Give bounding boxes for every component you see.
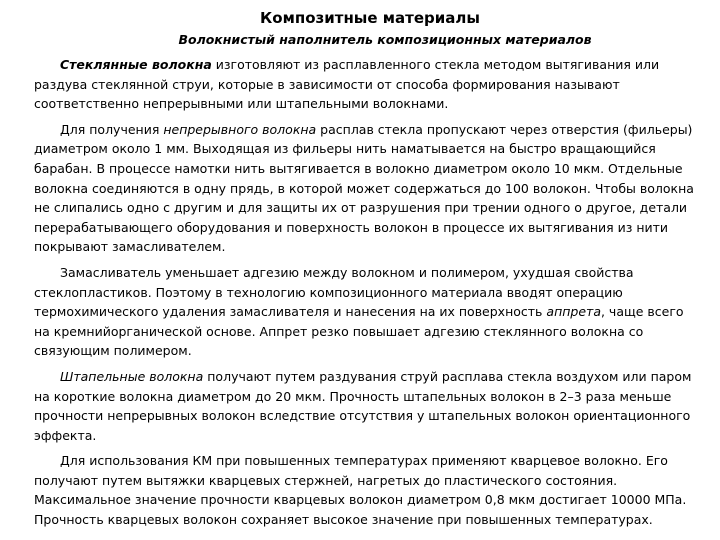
- paragraph-quartz-fiber: [34, 451, 694, 529]
- paragraph-lead: Для получения: [60, 121, 164, 137]
- term-appret: аппрета: [546, 304, 601, 320]
- paragraph-glass-fibers: [34, 55, 694, 114]
- term-staple-fibers: Штапельные волокна: [60, 368, 204, 384]
- paragraph-text: получают путем раздувания струй расплава стекла воздухом или паром на короткие волокна диаметром до 20 мкм. Прочность штапельных волокон в 2–3 раза меньше прочности непрерывных волокон вследствие отсутствия у штапельных волокон ориентационного эффекта.: [34, 368, 692, 443]
- paragraph-text: Для использования КМ при повышенных температурах применяют кварцевое волокно. Его получают путем вытяжки кварцевых стержней, нагретых до пластического состояния. Максимальное значение прочности кварцевых волокон диаметром 0,8 мкм достигает 10000 МПа. Прочность кварцевых волокон сохраняет высокое значение при повышенных температурах.: [34, 453, 687, 528]
- paragraph-continuous-fiber: [34, 120, 694, 257]
- paragraph-text: , чаще всего на кремнийорганической основе. Аппрет резко повышает адгезию стеклянного волокна со связующим полимером.: [34, 304, 684, 359]
- page-title: Композитные материалы: [260, 9, 480, 27]
- term-continuous-fiber: непрерывного волокна: [163, 121, 317, 137]
- paragraph-text: расплав стекла пропускают через отверстия (фильеры) диаметром около 1 мм. Выходящая из фильеры нить наматывается на быстро вращающийся барабан. В процессе намотки нить вытягивается в волокно диаметром около 10 мкм. Отдельные волокна соединяются в одну прядь, в которой может содержаться до 100 волокон. Чтобы волокна не слипались одно с другим и для защиты их от разрушения при трении одного о другое, детали перерабатывающего оборудования и поверхность волокон в процессе их вытягивания из нити покрывают замасливателем.: [34, 121, 694, 255]
- page-subtitle: Волокнистый наполнитель композиционных материалов: [178, 32, 592, 47]
- document-body: [34, 55, 694, 536]
- paragraph-lead: Замасливатель уменьшает адгезию между волокном и полимером, ухудшая свойства стеклопластиков. Поэтому в технологию композиционного материала вводят операцию термохимического удаления замасливателя и нанесения на их поверхность: [34, 264, 634, 320]
- paragraph-staple-fibers: [34, 367, 694, 445]
- paragraph-sizing: [34, 263, 694, 361]
- term-glass-fibers: Стеклянные волокна: [60, 57, 212, 72]
- paragraph-text: изготовляют из расплавленного стекла методом вытягивания или раздува стеклянной струи, которые в зависимости от способа формирования называют соответственно непрерывными или штапельными волокнами.: [34, 57, 660, 112]
